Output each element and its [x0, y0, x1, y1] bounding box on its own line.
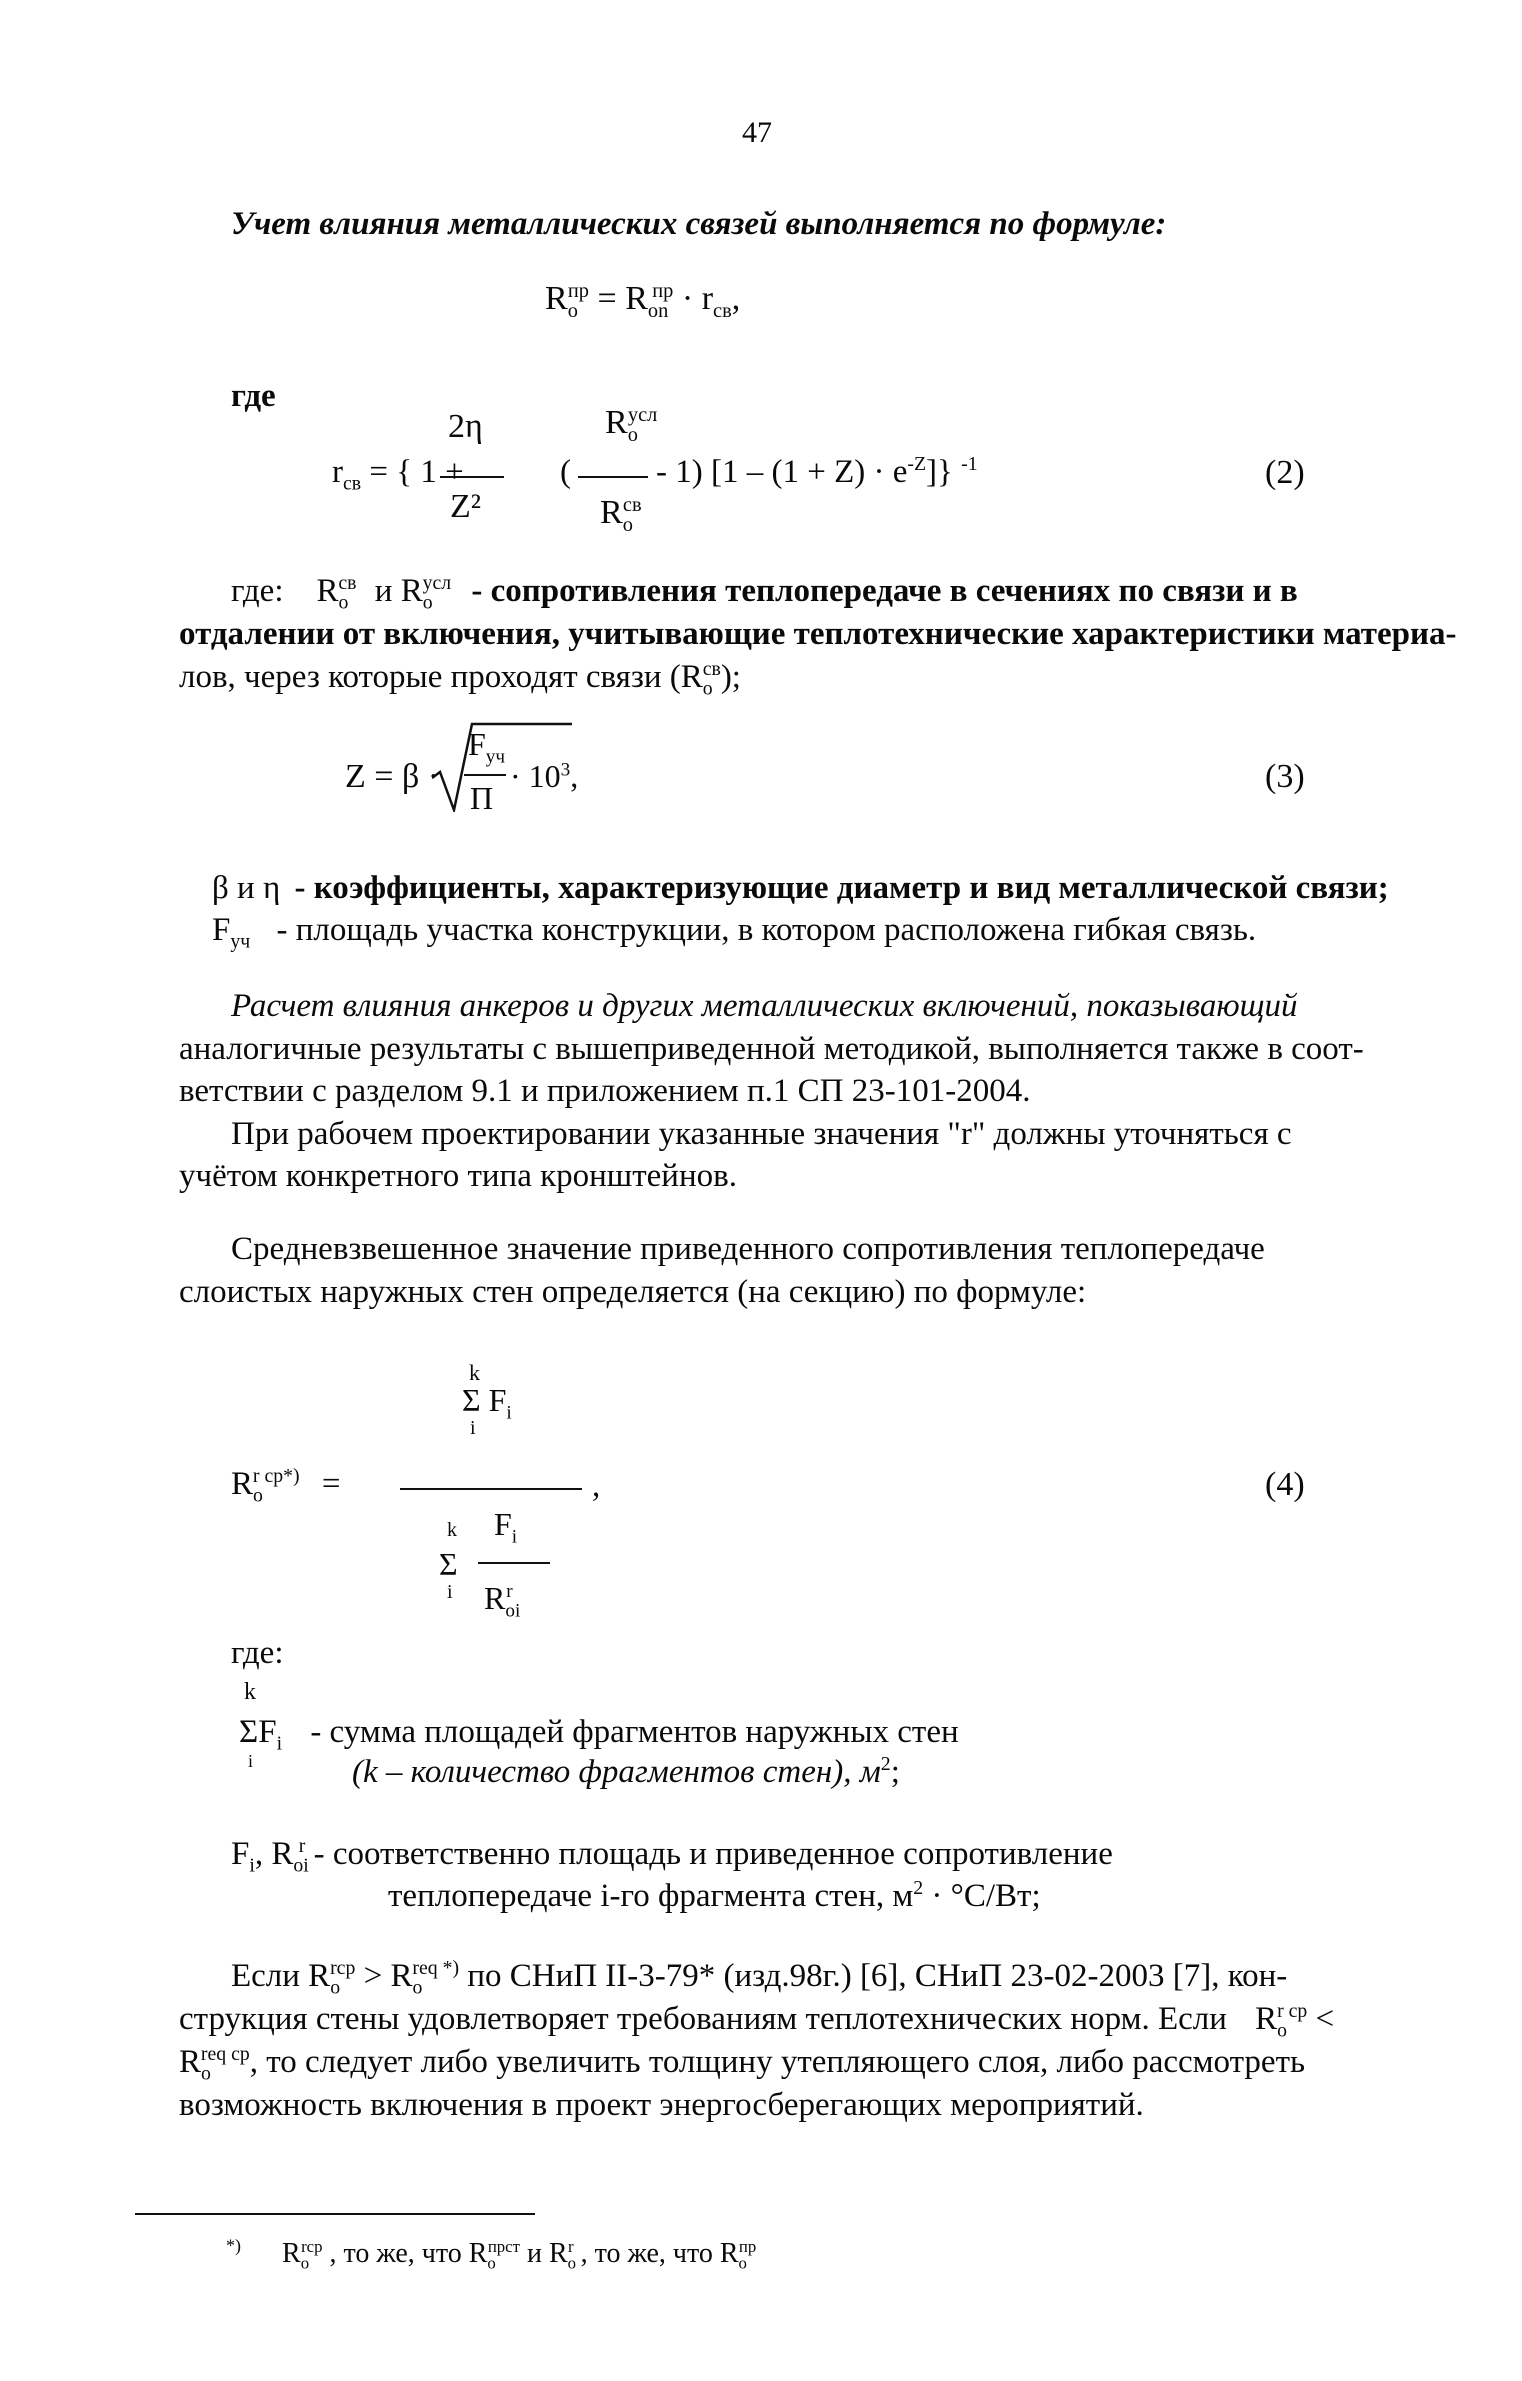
formula-4-number: (4) — [1265, 1466, 1305, 1503]
para-2-line-2: учётом конкретного типа кронштейнов. — [179, 1158, 737, 1194]
footnote-separator — [135, 2213, 535, 2215]
formula-4-lhs: $R_o^{r ср*)}$ = — [231, 1465, 341, 1507]
definition-3-line-2: (k – количество фрагментов стен), $м^2$; — [352, 1753, 900, 1790]
formula-1-lhs: R — [545, 280, 568, 317]
formula-2-den-right: $R_o^{св}$ — [600, 493, 642, 536]
definition-1-line-3: лов, через которые проходят связи $(R_o^{св})$; — [179, 658, 741, 700]
definition-2-line-1: β и η - коэффициенты, характеризующие диаметр и вид металлической связи; — [212, 870, 1389, 906]
page-number: 47 — [742, 116, 772, 149]
para-3-line-2: слоистых наружных стен определяется (на секцию) по формуле: — [179, 1274, 1087, 1310]
formula-3-frac-line — [464, 774, 506, 776]
para-4-line-2: струкция стены удовлетворяет требованиям теплотехнических норм. Если $R_o^{r ср}$ < — [179, 2000, 1335, 2042]
para-3-line-1: Средневзвешенное значение приведенного сопротивления теплопередаче — [231, 1231, 1265, 1267]
formula-2-den-left: Z² — [450, 488, 481, 525]
para-2-line-1: При рабочем проектировании указанные значения "r" должны уточняться с — [231, 1116, 1292, 1152]
intro-heading: Учет влияния металлических связей выполняется по формуле: — [231, 206, 1167, 242]
para-4-line-4: возможность включения в проект энергосберегающих мероприятий. — [179, 2087, 1144, 2123]
formula-2-main: $r_{св}$ = { 1 + — [332, 454, 464, 495]
where-label-1: где — [231, 378, 276, 414]
formula-4-frac-line — [400, 1488, 582, 1490]
formula-2-num-left: 2η — [448, 408, 483, 445]
formula-2-num-right: $R_o^{усл}$ — [605, 403, 658, 446]
document-page: 47 Учет влияния металлических связей выполняется по формуле: $R_o^{пр} = R_{on}^{пр} \cdot r_{св}$, где 2η $R_o^{усл}$ $r_{св}$ = { 1 + ( - 1) $[1 - (1 + Z) \cdot e^{-Z}]$} $^{-1}$ Z² $R_o^{св}$ (2) где: $R_o^{св}$ и $R_o^{усл}$ - сопротивления теплопередаче в сечениях по связи и в отдалении от включения, учитывающие теплотехнические характеристики материа- лов, через которые проходят связи $(R_o^{св})$; Z = β · $F_{уч}$ П · $10^3$, (3) β и η - коэффициенты, характеризующие диаметр и вид металлической связи; $F_{уч}$ - площадь участка конструкции, в котором расположена гибкая связь. Расчет влияния анкеров и других металлических включений, показывающий аналогичные результаты с вышеприведенной методикой, выполняется также в соот- ветствии с разделом 9.1 и приложением п.1 СП 23-101-2004. При рабочем проектировании указанные значения "r" должны уточняться с учётом конкретного типа кронштейнов. Средневзвешенное значение приведенного сопротивления теплопередаче слоистых наружных стен определяется (на секцию) по формуле: k Σ $F_i$ i $R_o^{r ср*)}$ = , (4) k Σ i $F_i$ $R_{oi}^r$ где: k $\Sigma F_i$ - сумма площадей фрагментов наружных стен i (k – количество фрагментов стен), $м^2$; $F_i$, $R_{oi}^r$ - соответственно площадь и приведенное сопротивление теплопередаче i-го фрагмента стен, $м^2 \cdot ^\circ С/Вт$; Если $R_o^{rcp} > R_o^{req *)}$ по СНиП II-3-79* (изд.98г.) [6], СНиП 23-02-2003 [7], кон- струкция стены удовлетворяет требованиям теплотехнических норм. Если $R_o^{r ср}$ < $R_o^{req ср}$, то следует либо увеличить толщину утепляющего слоя, либо рассмотреть возможность включения в проект энергосберегающих мероприятий. *) $R_o^{rcp}$ , то же, что $R_o^{прст}$ и $R_o^r$ , то же, что $R_o^{пр}$ — [0, 0, 1522, 2381]
definition-1-line-1: где: $R_o^{св}$ и $R_o^{усл}$ - сопротивления теплопередаче в сечениях по связи и в — [231, 572, 1298, 614]
para-1-line-3: ветствии с разделом 9.1 и приложением п.1 СП 23-101-2004. — [179, 1073, 1031, 1109]
formula-2-frac-line-left — [440, 476, 504, 478]
definition-3-sum: $\Sigma F_i$ - сумма площадей фрагментов наружных стен — [239, 1714, 959, 1755]
definition-2-line-2: $F_{уч}$ - площадь участка конструкции, в котором расположена гибкая связь. — [212, 912, 1257, 953]
formula-1: $R_o^{пр} = R_{on}^{пр} \cdot r_{св}$, — [545, 279, 741, 322]
formula-2-number: (2) — [1265, 454, 1305, 491]
formula-3-num: $F_{уч}$ — [468, 726, 506, 768]
formula-4-inner-frac-line — [478, 1562, 550, 1564]
formula-2-frac-line-right — [578, 476, 648, 478]
formula-3-number: (3) — [1265, 758, 1305, 795]
para-4-line-1: Если $R_o^{rcp} > R_o^{req *)}$ по СНиП II-3-79* (изд.98г.) [6], СНиП 23-02-2003 [7], кон- — [231, 1957, 1288, 1999]
para-1-line-2: аналогичные результаты с вышеприведенной методикой, выполняется также в соот- — [179, 1031, 1364, 1067]
formula-2-rest: - 1) $[1 - (1 + Z) \cdot e^{-Z}]$} $^{-1}$ — [656, 453, 978, 490]
footnote: *) $R_o^{rcp}$ , то же, что $R_o^{прст}$ и $R_o^r$ , то же, что $R_o^{пр}$ — [226, 2235, 757, 2273]
definition-3-f-line-2: теплопередаче i-го фрагмента стен, $м^2 \cdot ^\circ С/Вт$; — [388, 1877, 1041, 1914]
definition-1-line-2: отдалении от включения, учитывающие теплотехнические характеристики материа- — [179, 616, 1457, 652]
para-4-line-3: $R_o^{req ср}$, то следует либо увеличить толщину утепляющего слоя, либо рассмотреть — [179, 2043, 1306, 2085]
para-1-line-1: Расчет влияния анкеров и других металлических включений, показывающий — [231, 988, 1298, 1024]
definition-3-f-line: $F_i$, $R_{oi}^r$ - соответственно площадь и приведенное сопротивление — [231, 1835, 1113, 1877]
definition-3-where: где: — [231, 1635, 284, 1671]
